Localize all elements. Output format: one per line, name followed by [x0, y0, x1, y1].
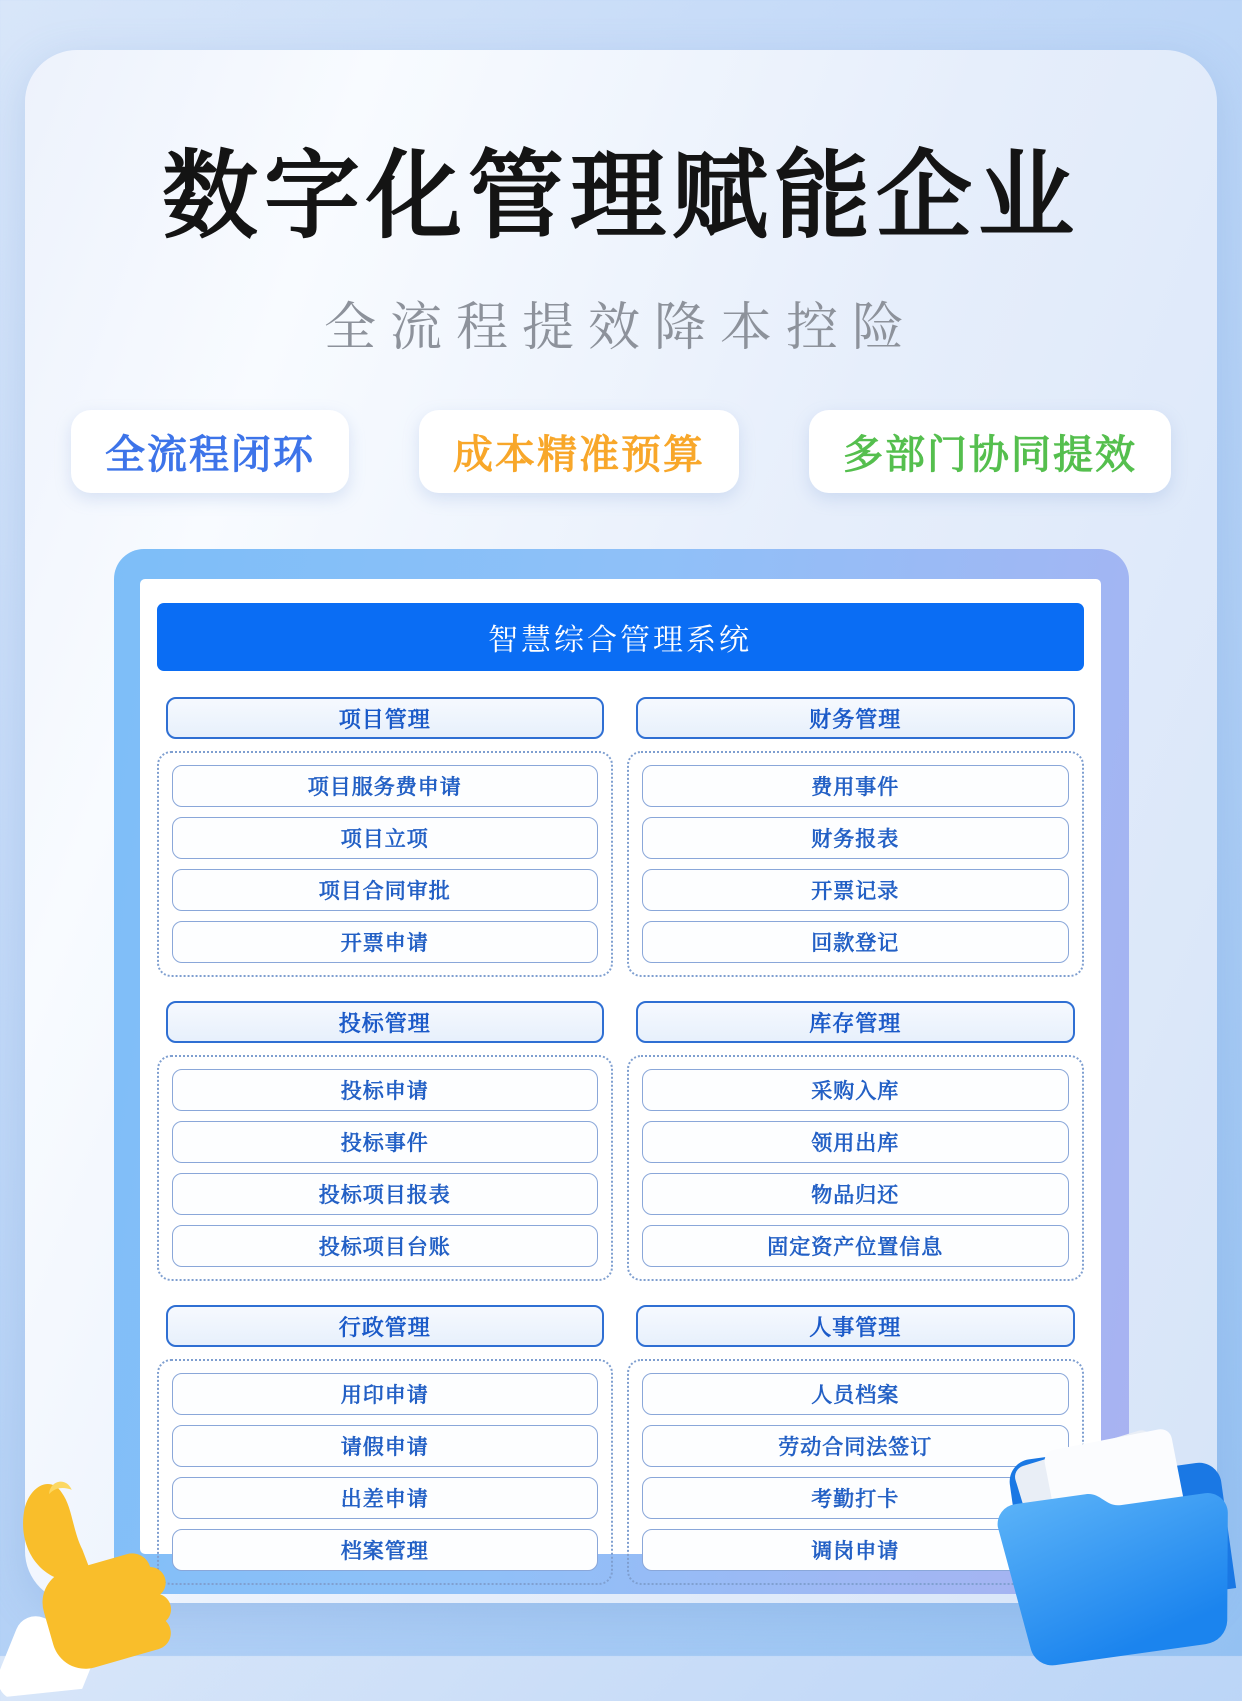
module-item[interactable]: 开票记录 [642, 869, 1069, 911]
section-title: 人事管理 [636, 1305, 1075, 1347]
module-item[interactable]: 投标事件 [172, 1121, 599, 1163]
module-item[interactable]: 项目合同审批 [172, 869, 599, 911]
system-header: 智慧综合管理系统 [157, 603, 1084, 671]
module-section [627, 697, 1084, 977]
page-subtitle: 全流程提效降本控险 [323, 299, 918, 357]
module-item[interactable]: 项目立项 [172, 817, 599, 859]
poster-panel [25, 50, 1217, 1603]
module-item[interactable]: 劳动合同法签订 [642, 1425, 1069, 1467]
module-item[interactable]: 费用事件 [642, 765, 1069, 807]
feature-badge: 多部门协同提效 [809, 410, 1171, 493]
section-items [157, 1055, 614, 1281]
section-title: 投标管理 [166, 1001, 605, 1043]
module-item[interactable]: 投标申请 [172, 1069, 599, 1111]
module-section [157, 697, 614, 977]
module-item[interactable]: 调岗申请 [642, 1529, 1069, 1571]
section-title: 财务管理 [636, 697, 1075, 739]
module-item[interactable]: 领用出库 [642, 1121, 1069, 1163]
feature-badges [25, 410, 1217, 493]
module-item[interactable]: 请假申请 [172, 1425, 599, 1467]
sections-grid [157, 697, 1084, 1585]
section-items [627, 1055, 1084, 1281]
module-section [157, 1001, 614, 1281]
module-item[interactable]: 回款登记 [642, 921, 1069, 963]
section-title: 行政管理 [166, 1305, 605, 1347]
thumbs-up-icon [0, 1424, 240, 1699]
feature-badge: 成本精准预算 [419, 410, 739, 493]
module-item[interactable]: 固定资产位置信息 [642, 1225, 1069, 1267]
module-item[interactable]: 开票申请 [172, 921, 599, 963]
section-items [157, 751, 614, 977]
folder-icon [949, 1393, 1242, 1701]
module-item[interactable]: 物品归还 [642, 1173, 1069, 1215]
module-item[interactable]: 财务报表 [642, 817, 1069, 859]
section-items [627, 751, 1084, 977]
module-item[interactable]: 人员档案 [642, 1373, 1069, 1415]
system-card [140, 579, 1101, 1563]
module-item[interactable]: 投标项目台账 [172, 1225, 599, 1267]
module-item[interactable]: 用印申请 [172, 1373, 599, 1415]
page-title: 数字化管理赋能企业 [162, 143, 1080, 250]
module-item[interactable]: 考勤打卡 [642, 1477, 1069, 1519]
module-item[interactable]: 项目服务费申请 [172, 765, 599, 807]
module-item[interactable]: 出差申请 [172, 1477, 599, 1519]
module-section [627, 1001, 1084, 1281]
section-title: 项目管理 [166, 697, 605, 739]
feature-badge: 全流程闭环 [71, 410, 349, 493]
section-title: 库存管理 [636, 1001, 1075, 1043]
module-item[interactable]: 档案管理 [172, 1529, 599, 1571]
module-item[interactable]: 投标项目报表 [172, 1173, 599, 1215]
module-item[interactable]: 采购入库 [642, 1069, 1069, 1111]
